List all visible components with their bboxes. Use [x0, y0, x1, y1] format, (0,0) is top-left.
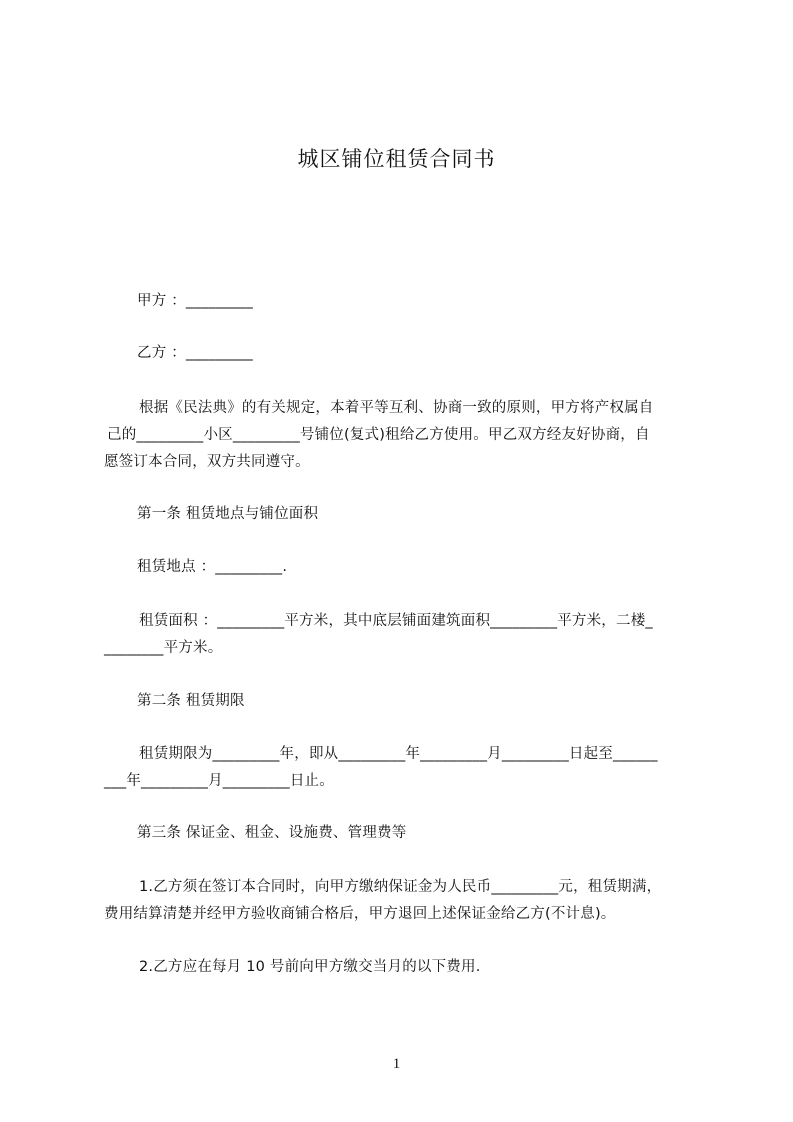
article-1-location: 租赁地点 ：_________.: [137, 559, 288, 575]
party-a-line: 甲方 ：_________: [137, 293, 253, 309]
article-1-heading: 第一条 租赁地点与铺位面积: [137, 506, 319, 522]
article-3-item-1-line-1: 1.乙方须在签订本合同时，向甲方缴纳保证金为人民币_________元，租赁期满，: [139, 879, 662, 895]
article-3-item-1-line-2: 费用结算清楚并经甲方验收商铺合格后，甲方退回上述保证金给乙方(不计息)。: [104, 906, 616, 922]
preamble-line-1: 根据《民法典》的有关规定，本着平等互利、协商一致的原则，甲方将产权属自: [139, 400, 654, 416]
article-2-term-line-1: 租赁期限为_________年，即从_________年_________月_________日起至______: [139, 746, 658, 762]
article-1-area-line-1: 租赁面积 ：_________平方米，其中底层铺面建筑面积_________平方米，二楼_: [139, 613, 653, 629]
party-b-line: 乙方 ：_________: [137, 345, 253, 361]
article-1-area-line-2: ________平方米。: [104, 640, 223, 656]
article-3-item-2: 2.乙方应在每月 10 号前向甲方缴交当月的以下费用.: [139, 959, 481, 975]
page-number: 1: [392, 1056, 401, 1072]
preamble-line-2: 己的_________小区_________号铺位(复式)租给乙方使用。甲乙双方经友好协商，自: [107, 427, 650, 443]
article-3-heading: 第三条 保证金、租金、设施费、管理费等: [137, 825, 407, 841]
article-2-heading: 第二条 租赁期限: [137, 693, 245, 709]
document-title: 城区铺位租赁合同书: [297, 147, 496, 171]
article-2-term-line-2: ___年_________月_________日止。: [104, 773, 334, 789]
preamble-line-3: 愿签订本合同，双方共同遵守。: [104, 454, 310, 470]
